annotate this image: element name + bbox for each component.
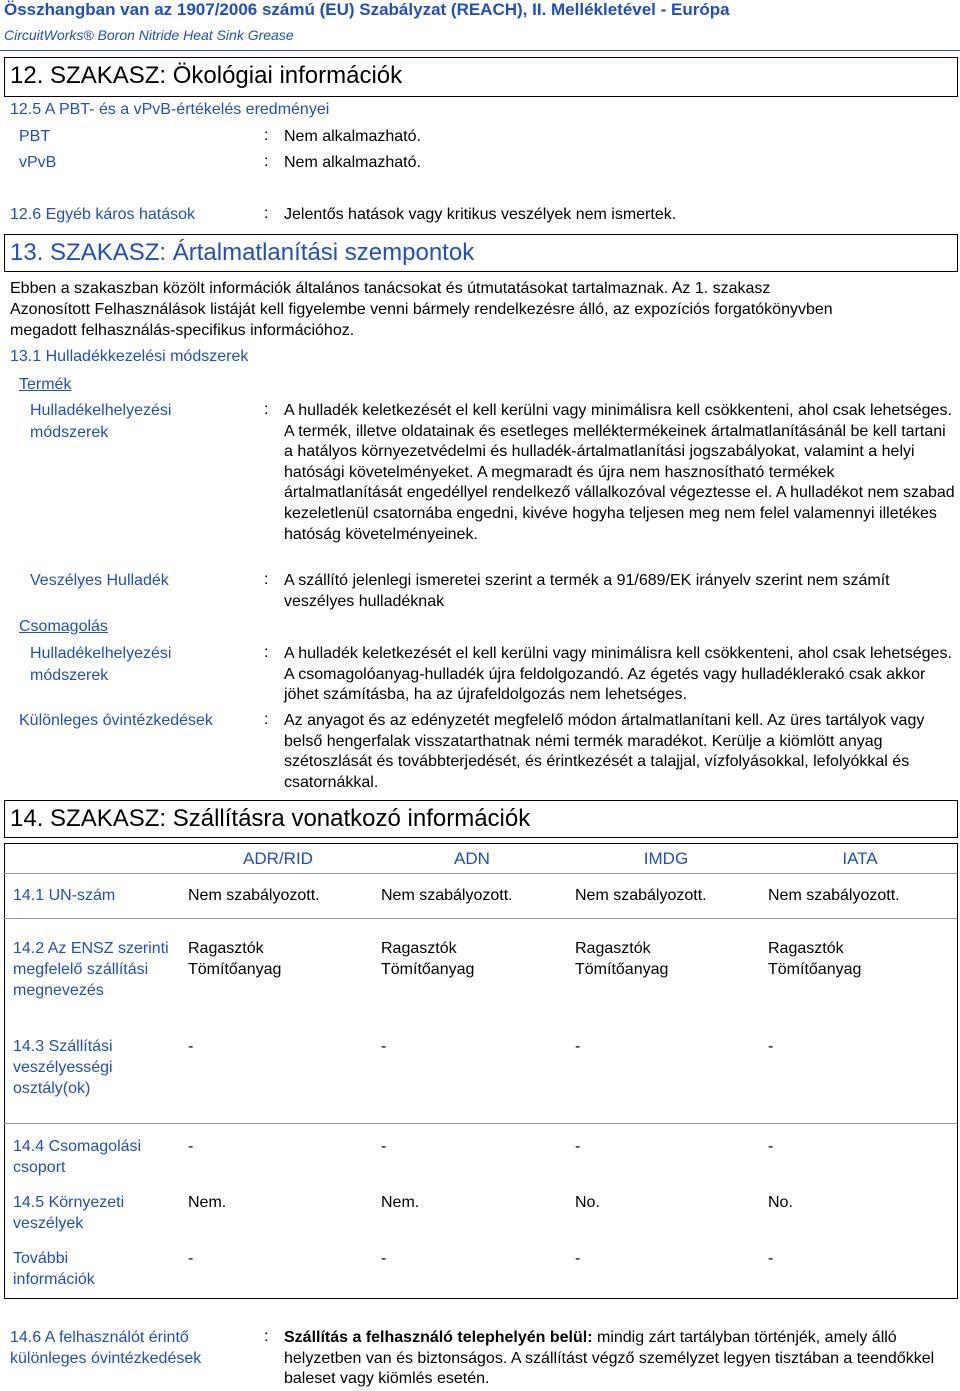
pbt-label: PBT [19,128,51,145]
table-cell: - [188,1250,194,1267]
subsection-14-6-value [284,1328,956,1390]
table-cell: - [575,1138,581,1155]
subsection-14-6-bold: Szállítás a felhasználó telephelyén belül: [284,1329,593,1346]
section-12-heading: 12. SZAKASZ: Ökológiai információk [10,62,403,89]
transport-table-divider-1 [4,918,957,919]
table-cell: Nem. [381,1194,420,1211]
hazardous-waste-value: A szállító jelenlegi ismeretei szerint a termék a 91/689/EK irányelv szerint nem számít veszélyes hulladéknak [284,572,890,610]
table-cell: - [188,1038,194,1055]
section-13-intro-line-2: Azonosított Felhasználások listáját kell figyelembe venni bármely rendelkezésre álló, az expozíciós forgatókönyvben [10,301,833,318]
vpvb-label: vPvB [19,154,57,171]
section-14-heading: 14. SZAKASZ: Szállításra vonatkozó információk [10,805,531,832]
packaging-disposal-label-1: Hulladékelhelyezési [30,645,172,662]
vpvb-value: Nem alkalmazható. [284,154,421,171]
table-cell: - [381,1138,387,1155]
packaging-disposal-value: A hulladék keletkezését el kell kerülni vagy minimálisra kell csökkenteni, ahol csak lehetséges. A csomagolóanyag-hulladék újra feldolgozandó. Az égetés vagy hulladéklerakó csak akkor jöhet számításba, ha az újrafeldolgozás nem lehetséges. [284,645,952,704]
table-cell: - [381,1038,387,1055]
subsection-13-1-title: 13.1 Hulladékkezelési módszerek [10,348,249,365]
row-label-un-number: 14.1 UN-szám [13,887,116,904]
table-cell: - [575,1250,581,1267]
hazardous-waste-label: Veszélyes Hulladék [30,572,169,589]
row-label-hazard-class: 14.3 Szállítási veszélyességi osztály(ok) [13,1038,113,1097]
row-label-packing-group: 14.4 Csomagolási csoport [13,1138,142,1176]
table-cell: - [575,1038,581,1055]
header-divider [0,50,960,51]
disposal-methods-label-1: Hulladékelhelyezési [30,402,172,419]
table-cell: Nem szabályozott. [188,887,320,904]
subsection-14-6-label: 14.6 A felhasználót érintő különleges óvintézkedések [10,1329,202,1367]
col-header-iata: IATA [842,849,878,868]
section-13-intro-line-3: megadott felhasználás-specifikus információhoz. [10,322,355,339]
section-13-heading: 13. SZAKASZ: Ártalmatlanítási szempontok [10,239,475,266]
table-cell: Nem szabályozott. [768,887,900,904]
document-title: Összhangban van az 1907/2006 számú (EU) Szabályzat (REACH), II. Mellékletével - Európa [4,0,730,19]
col-header-adr-rid: ADR/RID [243,849,313,868]
table-cell: Ragasztók Tömítőanyag [381,940,475,978]
table-cell: - [768,1250,774,1267]
special-precautions-label: Különleges óvintézkedések [19,712,213,729]
table-cell: Nem szabályozott. [575,887,707,904]
disposal-methods-label-2: módszerek [30,424,109,441]
subsection-12-6-value: Jelentős hatások vagy kritikus veszélyek nem ismertek. [284,206,677,223]
section-13-intro-line-1: Ebben a szakaszban közölt információk általános tanácsokat és útmutatásokat tartalmaznak. Az 1. szakasz [10,280,771,297]
table-cell: - [768,1138,774,1155]
col-header-adn: ADN [454,849,490,868]
table-cell: Nem szabályozott. [381,887,513,904]
packaging-disposal-label-2: módszerek [30,667,109,684]
special-precautions-value: Az anyagot és az edényzetét megfelelő módon ártalmatlanítani kell. Az üres tartályok vagy belső hengerfalak visszatarthatnak némi termék maradékot. Kerülje a kiömlött anyag szétoszlását és továbbterjedését, és érintkezését a talajjal, vízfolyásokkal, lefolyókkal és csatornákkal. [284,712,925,791]
row-label-environmental-hazards: 14.5 Környezeti veszélyek [13,1194,125,1232]
product-label: Termék [19,376,72,393]
row-label-additional-info: További információk [13,1250,95,1288]
table-cell: Ragasztók Tömítőanyag [768,940,862,978]
packaging-label: Csomagolás [19,618,108,635]
table-cell: No. [575,1194,600,1211]
product-name: CircuitWorks® Boron Nitride Heat Sink Grease [4,27,294,43]
table-cell: - [188,1138,194,1155]
row-label-shipping-name: 14.2 Az ENSZ szerinti megfelelő szállítási megnevezés [13,940,169,999]
table-cell: - [381,1250,387,1267]
subsection-12-5-title: 12.5 A PBT- és a vPvB-értékelés eredményei [10,101,330,118]
subsection-14-6-text: mindig zárt tartályban történjék, amely álló helyzetben van és biztonságos. A szállítást végző személyzet legyen tisztában a teendőkkel baleset vagy kiömlés esetén. [284,1329,935,1388]
table-cell: No. [768,1194,793,1211]
transport-table-header-divider [4,873,957,874]
subsection-12-6-label: 12.6 Egyéb káros hatások [10,206,196,223]
disposal-methods-value: A hulladék keletkezését el kell kerülni vagy minimálisra kell csökkenteni, ahol csak lehetséges. A termék, illetve oldatainak és esetleges melléktermékeinek ártalmatlanításánál be kell tartani a hatályos környezetvédelmi és hulladék-ártalmatlanítási jogszabályokat, valamint a helyi hatósági követelményeket. A megmaradt és újra nem hasznosítható termékek ártalmatlanítását engedéllyel rendelkező vállalkozóval végeztesse el. A hulladékot nem szabad kezeletlenül csatornába engedni, kivéve hogyha teljesen meg nem felel valamennyi illetékes hatóság követelményeinek. [284,402,955,543]
table-cell: - [768,1038,774,1055]
table-cell: Nem. [188,1194,227,1211]
transport-table-divider-2 [4,1123,957,1124]
table-cell: Ragasztók Tömítőanyag [575,940,669,978]
col-header-imdg: IMDG [643,849,689,868]
table-cell: Ragasztók Tömítőanyag [188,940,282,978]
pbt-value: Nem alkalmazható. [284,128,421,145]
